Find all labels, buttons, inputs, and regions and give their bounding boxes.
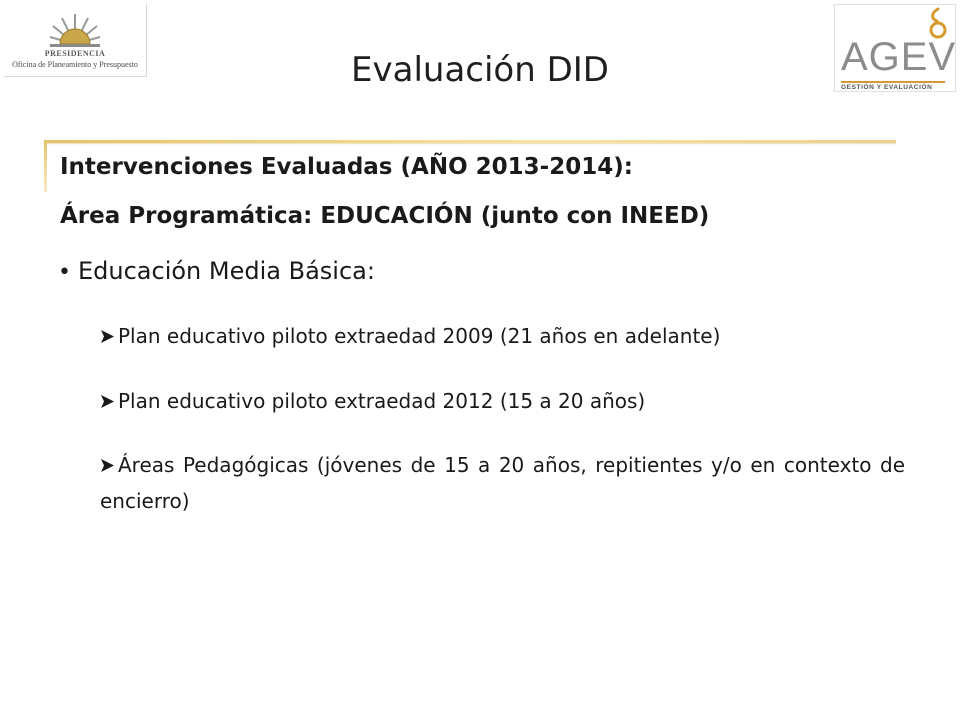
accent-line-left: [44, 140, 47, 192]
list-item-text: Áreas Pedagógicas (jóvenes de 15 a 20 años, repitientes y/o en contexto de encierro): [100, 453, 905, 513]
accent-line-top: [44, 140, 896, 143]
bullet-item: [58, 257, 375, 285]
arrow-bullet-icon: [100, 383, 118, 419]
list-item: [100, 447, 905, 519]
sun-emblem-icon: [48, 10, 102, 50]
interventions-heading: Intervenciones Evaluadas (AÑO 2013-2014):: [60, 154, 633, 180]
oficina-label: Oficina de Planeamiento y Presupuesto: [12, 60, 138, 69]
bullet-label: Educación Media Básica:: [78, 257, 375, 285]
list-item: [100, 318, 905, 354]
program-area-heading: Área Programática: EDUCACIÓN (junto con INEED): [60, 203, 710, 229]
agev-name: AGEV: [841, 35, 957, 79]
agev-tagline: GESTIÓN Y EVALUACIÓN: [841, 84, 933, 91]
arrow-bullet-icon: [100, 447, 118, 483]
list-item: [100, 383, 905, 419]
slide-title: Evaluación DID: [351, 50, 609, 90]
list-item-text: Plan educativo piloto extraedad 2012 (15 a 20 años): [118, 389, 646, 413]
presidencia-label: PRESIDENCIA: [44, 49, 106, 58]
list-item-text: Plan educativo piloto extraedad 2009 (21 años en adelante): [118, 324, 721, 348]
bullet-dot-icon: •: [58, 260, 71, 285]
arrow-bullet-icon: [100, 318, 118, 354]
